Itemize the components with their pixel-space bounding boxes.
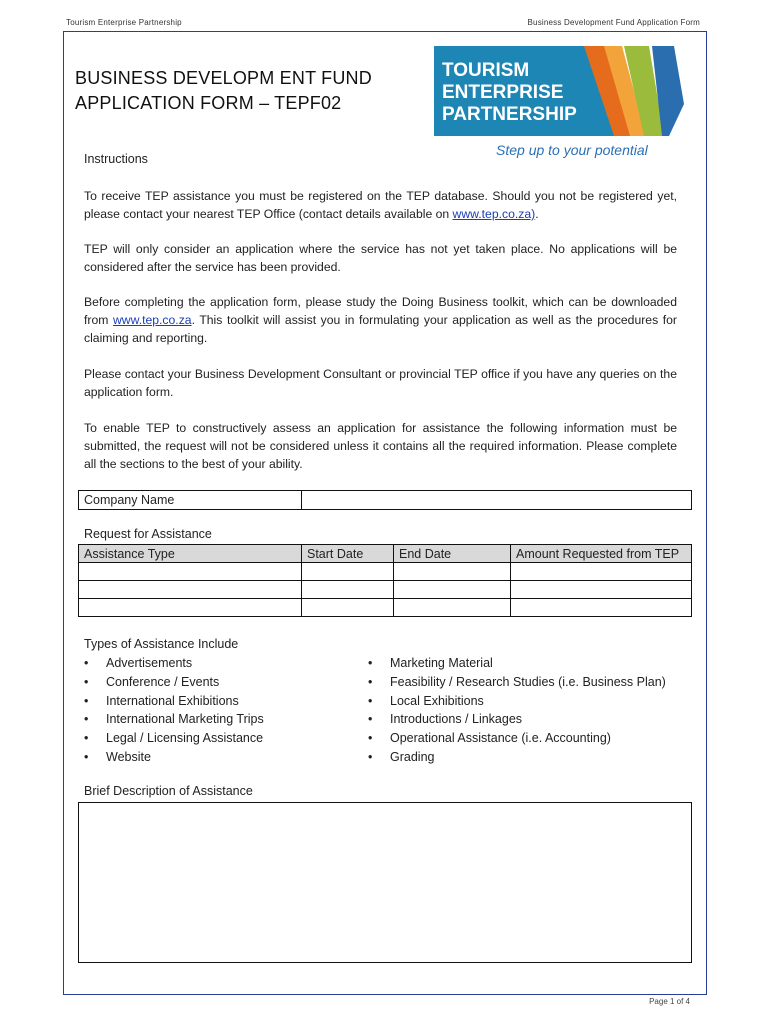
instructions-para-4 [84,365,677,401]
list-item: • Operational Assistance (i.e. Accounting) [365,729,666,748]
request-table [78,544,692,617]
col-amount-requested: Amount Requested from TEP [511,545,692,563]
cell-end-date[interactable] [394,581,511,599]
title-line-2: APPLICATION FORM – TEPF02 [75,93,342,113]
types-list-right [365,654,666,767]
description-textarea[interactable] [78,802,692,963]
cell-start-date[interactable] [302,581,394,599]
page-number: Page 1 of 4 [649,997,690,1006]
instructions-para-5 [84,419,677,473]
list-item: • Grading [365,748,666,767]
table-row [79,599,692,617]
table-row [79,581,692,599]
p2-text: TEP will only consider an application where the service has not yet taken place. No applications will be considered after the service has been provided. [84,242,677,274]
p1-text-b: . [535,207,539,221]
instructions-para-3 [84,293,677,347]
cell-start-date[interactable] [302,563,394,581]
types-heading: Types of Assistance Include [84,637,239,651]
list-item: • Introductions / Linkages [365,710,666,729]
tep-website-link-1[interactable]: www.tep.co.za) [452,207,536,221]
instructions-para-2 [84,240,677,276]
company-name-label: Company Name [79,491,302,510]
list-item: • International Marketing Trips [81,710,264,729]
description-heading: Brief Description of Assistance [84,784,253,798]
col-start-date: Start Date [302,545,394,563]
cell-assistance-type[interactable] [79,581,302,599]
cell-end-date[interactable] [394,563,511,581]
logo-line-3: PARTNERSHIP [442,104,577,125]
company-table [78,490,692,510]
list-item: • Local Exhibitions [365,692,666,711]
list-item: • Conference / Events [81,673,264,692]
cell-end-date[interactable] [394,599,511,617]
cell-assistance-type[interactable] [79,599,302,617]
list-item: • International Exhibitions [81,692,264,711]
request-header-row [79,545,692,563]
cell-amount[interactable] [511,563,692,581]
cell-start-date[interactable] [302,599,394,617]
list-item: • Feasibility / Research Studies (i.e. Business Plan) [365,673,666,692]
request-heading: Request for Assistance [84,527,212,541]
list-item: • Marketing Material [365,654,666,673]
header-left: Tourism Enterprise Partnership [66,18,182,27]
list-item: • Legal / Licensing Assistance [81,729,264,748]
col-end-date: End Date [394,545,511,563]
list-item: • Advertisements [81,654,264,673]
title-line-1: BUSINESS DEVELOPM ENT FUND [75,68,372,88]
col-assistance-type: Assistance Type [79,545,302,563]
tep-website-link-2[interactable]: www.tep.co.za [112,313,192,327]
cell-assistance-type[interactable] [79,563,302,581]
table-row [79,563,692,581]
p3-text-a: Before completing the application form, please study the Doing Business toolkit, which can be downloaded from [84,295,677,327]
p3-text-b: . This toolkit will assist you in formulating your application as well as the procedures for claiming and reporting. [84,313,677,345]
header-right: Business Development Fund Application Form [527,18,700,27]
p5-text: To enable TEP to constructively assess an application for assistance the following information must be submitted, the request will not be considered unless it contains all the required information. Please complete all the sections to the best of your ability. [84,421,677,471]
page-title [75,66,372,116]
list-item: • Website [81,748,264,767]
tep-logo [434,44,688,162]
logo-tagline: Step up to your potential [496,142,648,158]
cell-amount[interactable] [511,599,692,617]
company-name-field[interactable] [302,491,692,510]
instructions-para-1 [84,187,677,223]
p1-text-a: To receive TEP assistance you must be registered on the TEP database. Should you not be registered yet, please contact your nearest TEP Office (contact details available on [84,189,677,221]
types-list-left [81,654,264,767]
p4-text: Please contact your Business Development Consultant or provincial TEP office if you have any queries on the application form. [84,367,677,399]
cell-amount[interactable] [511,581,692,599]
instructions-heading: Instructions [84,152,148,166]
logo-line-1: TOURISM [442,60,530,81]
logo-line-2: ENTERPRISE [442,82,564,103]
